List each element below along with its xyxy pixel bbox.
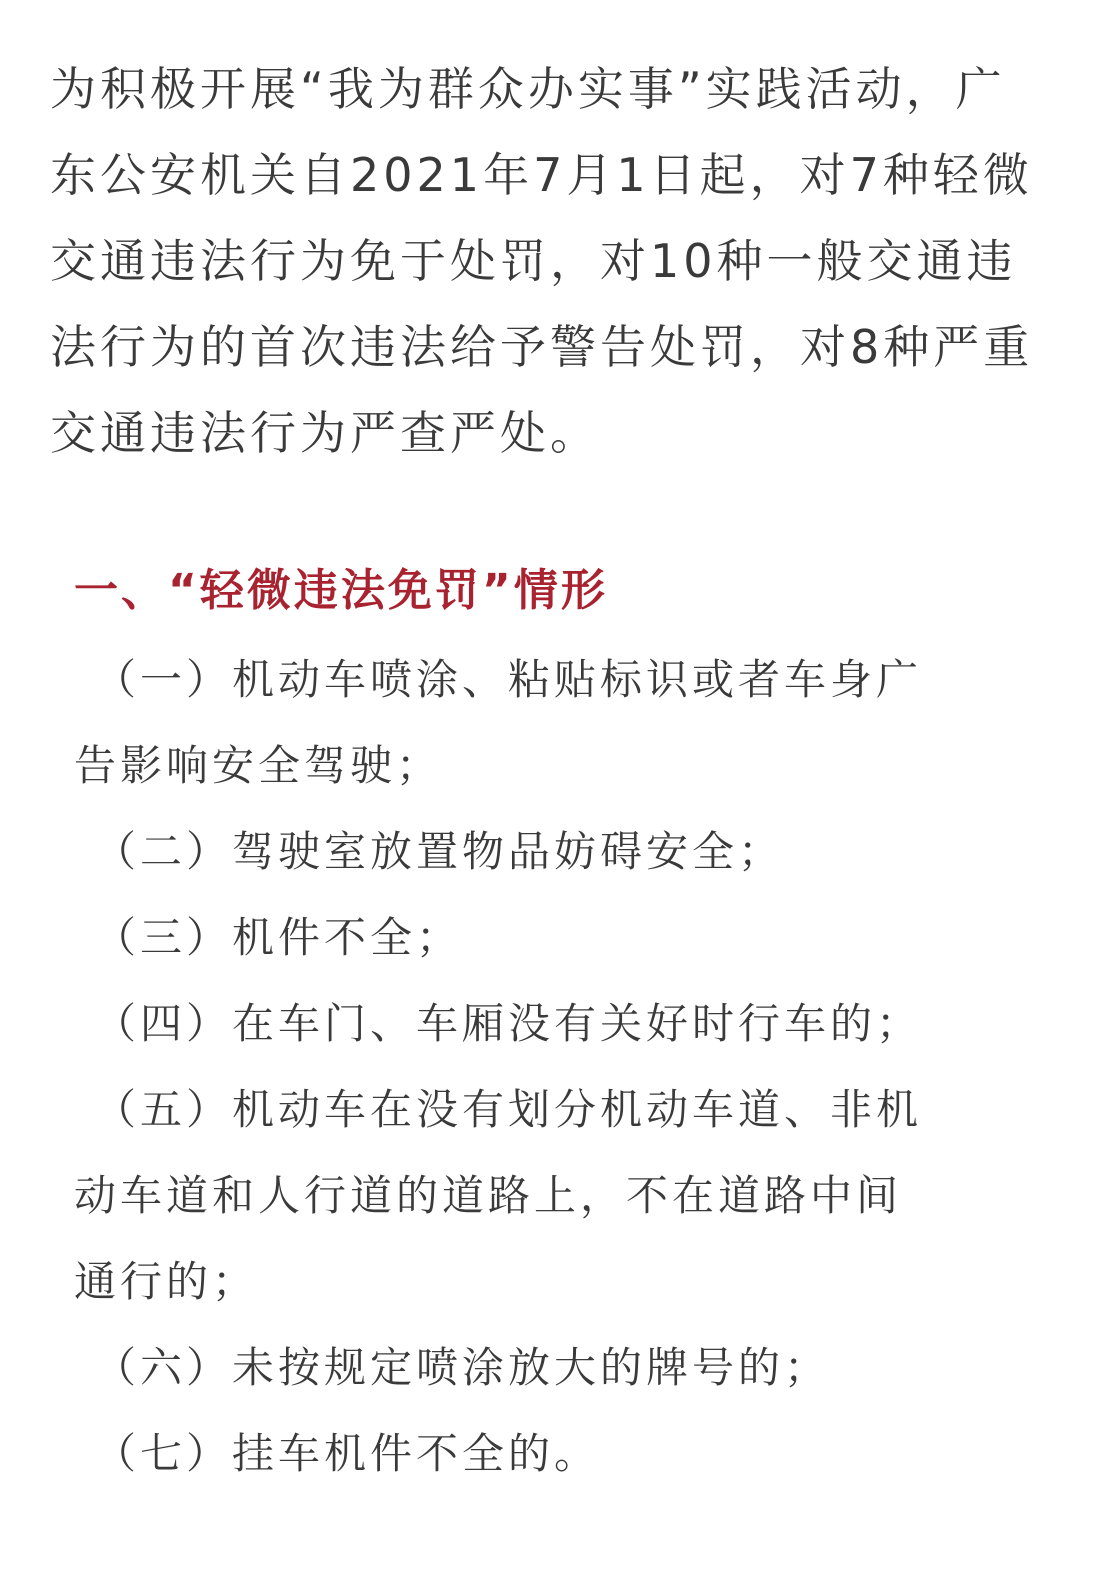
list-item-line: （五）机动车在没有划分机动车道、非机 — [94, 1085, 923, 1134]
list-item-line: 动车道和人行道的道路上，不在道路中间 — [74, 1171, 903, 1220]
list-item-line: 通行的； — [74, 1257, 259, 1306]
list-item — [74, 1067, 1054, 1325]
intro-line: 东公安机关自2021年7月1日起，对7种轻微 — [50, 148, 1033, 202]
intro-line: 法行为的首次违法给予警告处罚，对8种严重 — [50, 320, 1034, 374]
intro-paragraph — [50, 46, 1070, 476]
list-item-line: （三）机件不全； — [94, 913, 463, 962]
list-item-line: 告影响安全驾驶； — [74, 741, 443, 790]
list-item-line: （二）驾驶室放置物品妨碍安全； — [94, 827, 785, 876]
violation-list — [74, 637, 1054, 1497]
list-item — [74, 895, 1054, 981]
list-item-line: （七）挂车机件不全的。 — [94, 1429, 601, 1478]
list-item-line: （一）机动车喷涂、粘贴标识或者车身广 — [94, 655, 923, 704]
list-item-line: （四）在车门、车厢没有关好时行车的； — [94, 999, 923, 1048]
list-item — [74, 637, 1054, 809]
section-heading: 一、“轻微违法免罚”情形 — [74, 565, 608, 616]
list-item — [74, 1411, 1054, 1497]
list-item-line: （六）未按规定喷涂放大的牌号的； — [94, 1343, 831, 1392]
list-item — [74, 981, 1054, 1067]
list-item — [74, 809, 1054, 895]
intro-line: 为积极开展“我为群众办实事”实践活动，广 — [50, 62, 1006, 116]
intro-line: 交通违法行为严查严处。 — [50, 406, 600, 460]
list-item — [74, 1325, 1054, 1411]
intro-line: 交通违法行为免于处罚，对10种一般交通违 — [50, 234, 1017, 288]
